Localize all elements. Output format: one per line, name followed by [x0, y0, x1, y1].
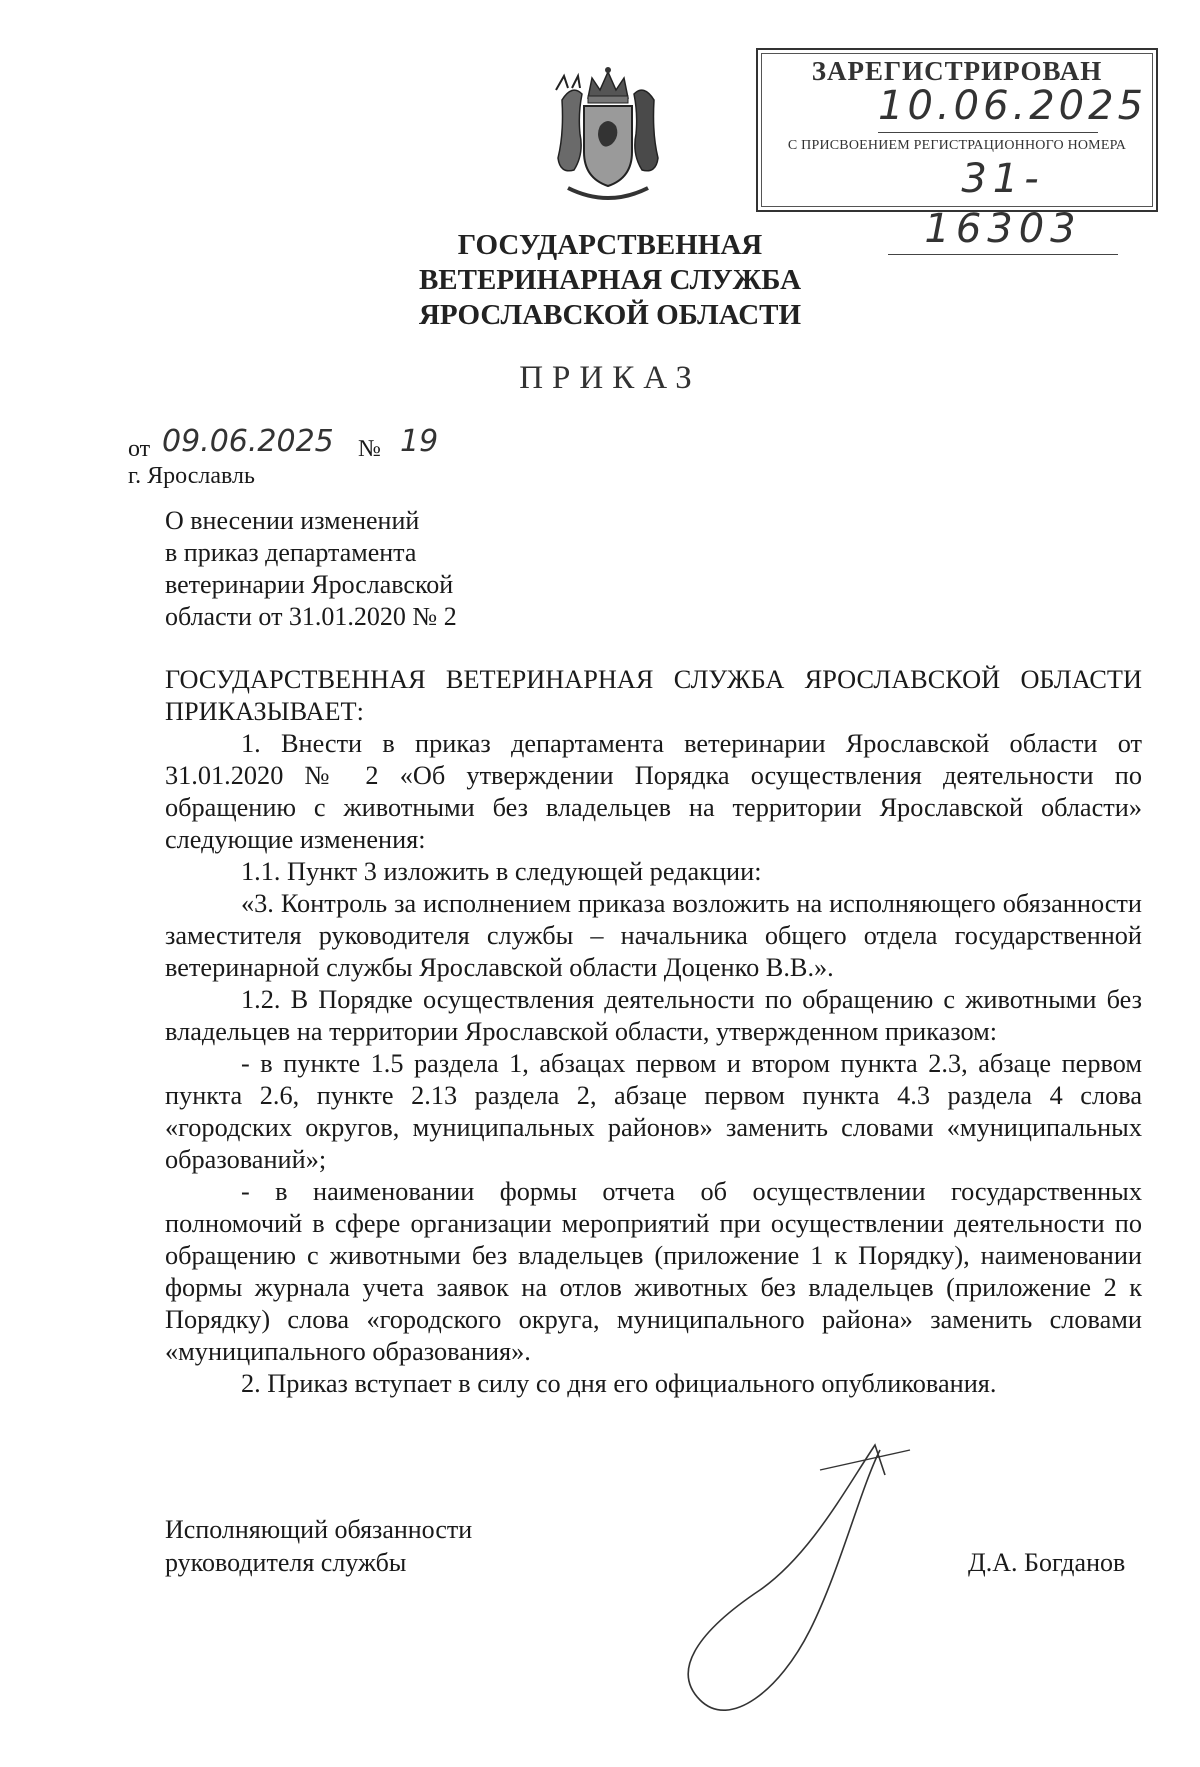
org-line: ГОСУДАРСТВЕННАЯ — [457, 229, 763, 261]
stamp-title: ЗАРЕГИСТРИРОВАН — [811, 56, 1103, 86]
body-paragraph: 1.2. В Порядке осуществления деятельности по обращению с животными без владельцев на территории Ярославской области, утвержденном приказом: — [165, 985, 1142, 1046]
stamp-date: 10.06.2025 — [878, 80, 1098, 133]
handwritten-date: 09.06.2025 — [162, 424, 334, 459]
signatory-role-line: руководителя службы — [165, 1548, 407, 1577]
date-label: от — [128, 436, 151, 462]
subject-line: области от 31.01.2020 № 2 — [165, 602, 457, 631]
handwritten-number: 19 — [400, 424, 439, 459]
body-paragraph: 1.1. Пункт 3 изложить в следующей редакции: — [241, 857, 762, 886]
stamp-subtitle: С ПРИСВОЕНИЕМ РЕГИСТРАЦИОННОГО НОМЕРА — [787, 138, 1127, 153]
subject-line: в приказ департамента — [165, 538, 417, 567]
registration-stamp — [756, 48, 1158, 252]
coat-of-arms-icon — [548, 60, 668, 210]
body-paragraph: - в наименовании формы отчета об осуществлении государственных полномочий в сфере организации мероприятий при осуществлении деятельности по обращению с животными без владельцев (приложение 1 к Порядку), наименовании формы журнала учета заявок на отлов животных без владельцев (приложение 2 к Порядку) слова «городского округа, муниципального района» заменить словами «муниципального образования». — [165, 1177, 1142, 1366]
signatory-role — [165, 1513, 472, 1579]
number-label: № — [358, 436, 381, 462]
document-body — [165, 664, 1142, 1400]
stamp-number: 31-16303 — [888, 154, 1118, 255]
subject-line: О внесении изменений — [165, 506, 420, 535]
handwritten-signature-icon — [670, 1430, 930, 1730]
organization-name — [300, 228, 920, 333]
subject-line: ветеринарии Ярославской — [165, 570, 454, 599]
document-type: ПРИКАЗ — [519, 360, 701, 396]
body-paragraph: 2. Приказ вступает в силу со дня его официального опубликования. — [241, 1369, 997, 1398]
city: г. Ярославль — [128, 463, 255, 489]
signatory-name: Д.А. Богданов — [968, 1548, 1126, 1577]
body-intro: ГОСУДАРСТВЕННАЯ ВЕТЕРИНАРНАЯ СЛУЖБА ЯРОСЛАВСКОЙ ОБЛАСТИ ПРИКАЗЫВАЕТ: — [165, 665, 1142, 726]
signatory-role-line: Исполняющий обязанности — [165, 1515, 473, 1544]
org-line: ВЕТЕРИНАРНАЯ СЛУЖБА — [418, 264, 802, 296]
document-subject — [165, 505, 585, 633]
org-line: ЯРОСЛАВСКОЙ ОБЛАСТИ — [418, 299, 802, 331]
body-paragraph: 1. Внести в приказ департамента ветеринарии Ярославской области от 31.01.2020 № 2 «Об утверждении Порядка осуществления деятельности по обращению с животными без владельцев на территории Ярославской области» следующие изменения: — [165, 729, 1142, 854]
body-paragraph: - в пункте 1.5 раздела 1, абзацах первом и втором пункта 2.3, абзаце первом пункта 2.6, пункте 2.13 раздела 2, абзаце первом пункта 4.3 раздела 4 слова «городских округов, муниципальных районов» заменить словами «муниципальных образований»; — [165, 1049, 1142, 1174]
body-paragraph: «3. Контроль за исполнением приказа возложить на исполняющего обязанности заместителя руководителя службы – начальника общего отдела государственной ветеринарной службы Ярославской области Доценко В.В.». — [165, 889, 1142, 982]
